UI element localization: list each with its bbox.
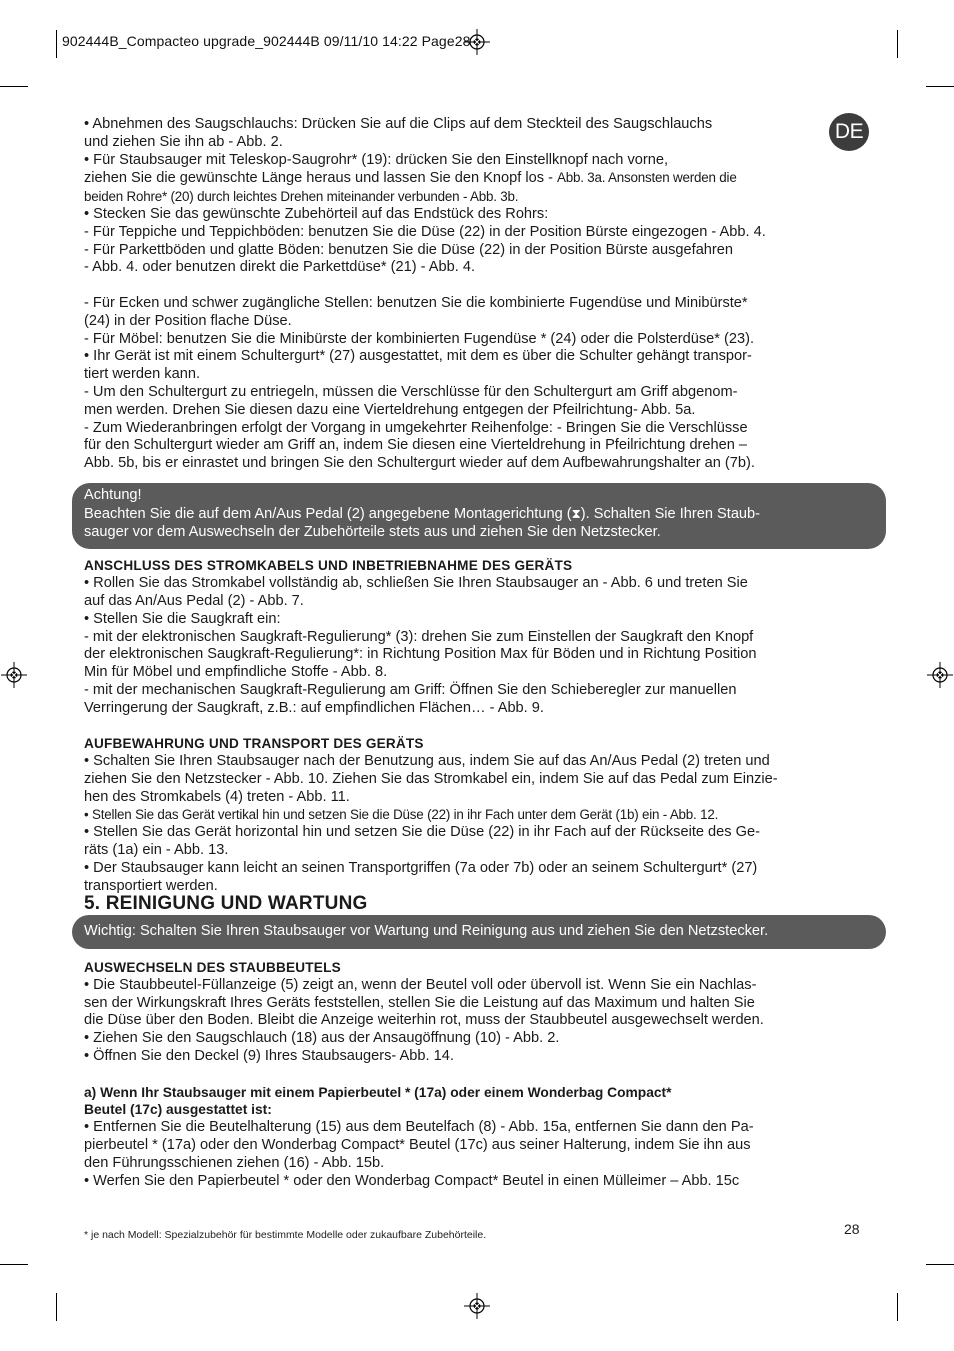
- paragraph-line: räts (1a) ein - Abb. 13.: [84, 842, 229, 859]
- paragraph-line: • Schalten Sie Ihren Staubsauger nach der Benutzung aus, indem Sie auf das An/Aus Pedal (2) treten und: [84, 753, 770, 770]
- sub-heading: Beutel (17c) ausgestattet ist:: [84, 1102, 272, 1118]
- paragraph-line: • Ihr Gerät ist mit einem Schultergurt* (27) ausgestattet, mit dem es über die Schulter gehängt transpor-: [84, 348, 752, 365]
- paragraph-line: • Öffnen Sie den Deckel (9) Ihres Staubsaugers- Abb. 14.: [84, 1048, 454, 1065]
- paragraph-line: - Für Möbel: benutzen Sie die Minibürste der kombinierten Fugendüse * (24) oder die Polsterdüse* (23).: [84, 330, 755, 347]
- page-number: 28: [844, 1221, 860, 1237]
- paragraph-line: tiert werden kann.: [84, 366, 201, 383]
- hourglass-icon: ⧗: [571, 505, 581, 521]
- text-run: Abb. 3a. Ansonsten werden die: [557, 170, 737, 186]
- paragraph-line: hen des Stromkabels (4) treten - Abb. 11.: [84, 788, 350, 805]
- paragraph-line: • Rollen Sie das Stromkabel vollständig ab, schließen Sie Ihren Staubsauger an - Abb. 6 und treten Sie: [84, 575, 748, 592]
- paragraph-line: - Abb. 4. oder benutzen direkt die Parkettdüse* (21) - Abb. 4.: [84, 259, 476, 276]
- spacer: [84, 1066, 874, 1084]
- paragraph-line: den Führungsschienen ziehen (16) - Abb. 15b.: [84, 1154, 385, 1171]
- crop-mark: [0, 1264, 28, 1265]
- paragraph-line: Verringerung der Saugkraft, z.B.: auf empfindlichen Flächen… - Abb. 9.: [84, 699, 544, 716]
- important-text: Wichtig: Schalten Sie Ihren Staubsauger vor Wartung und Reinigung aus und ziehen Sie den Netzstecker.: [84, 923, 769, 940]
- spacer: [84, 718, 874, 736]
- paragraph-line: • Stecken Sie das gewünschte Zubehörteil auf das Endstück des Rohrs:: [84, 205, 549, 222]
- crop-mark: [897, 30, 898, 58]
- paragraph-line: - Für Ecken und schwer zugängliche Stellen: benutzen Sie die kombinierte Fugendüse und Minibürste*: [84, 294, 748, 311]
- paragraph-line: • Der Staubsauger kann leicht an seinen Transportgriffen (7a oder 7b) oder an seinem Schultergurt* (27): [84, 859, 758, 876]
- caution-title: Achtung!: [84, 486, 142, 503]
- crop-mark: [56, 30, 57, 58]
- text-run: ). Schalten Sie Ihren Staub-: [580, 505, 761, 522]
- paragraph-line: • Die Staubbeutel-Füllanzeige (5) zeigt an, wenn der Beutel voll oder übervoll ist. Wenn Sie ein Nachlas-: [84, 976, 757, 993]
- spacer: [84, 277, 874, 295]
- caution-line: [84, 505, 874, 524]
- paragraph-line: - mit der mechanischen Saugkraft-Regulierung am Griff: Öffnen Sie den Schieberegler zur manuellen: [84, 681, 737, 698]
- registration-mark-icon: [1, 662, 27, 688]
- paragraph-line: • Entfernen Sie die Beutelhalterung (15) aus dem Beutelfach (8) - Abb. 15a, entfernen Sie dann den Pa-: [84, 1119, 754, 1136]
- paragraph-line: - Um den Schultergurt zu entriegeln, müssen die Verschlüsse für den Schultergurt am Griff abgenom-: [84, 383, 738, 400]
- section-heading: ANSCHLUSS DES STROMKABELS UND INBETRIEBNAHME DES GERÄTS: [84, 558, 573, 574]
- paragraph-line: die Düse über den Boden. Bleibt die Anzeige weiterhin rot, muss der Staubbeutel ausgewechselt werden.: [84, 1012, 764, 1029]
- paragraph-line: • Abnehmen des Saugschlauchs: Drücken Sie auf die Clips auf dem Steckteil des Saugschlauchs: [84, 116, 713, 132]
- paragraph-line: beiden Rohre* (20) durch leichtes Drehen miteinander verbunden - Abb. 3b.: [84, 189, 519, 205]
- paragraph-line: • Ziehen Sie den Saugschlauch (18) aus der Ansaugöffnung (10) - Abb. 2.: [84, 1030, 560, 1047]
- paragraph-line: ziehen Sie den Netzstecker - Abb. 10. Ziehen Sie das Stromkabel ein, indem Sie auf das Pedal zum Einzie-: [84, 770, 778, 787]
- paragraph-line: transportiert werden.: [84, 877, 218, 894]
- paragraph-line: der elektronischen Saugkraft-Regulierung*: in Richtung Position Max für Böden und in Richtung Position: [84, 646, 757, 663]
- crop-mark: [56, 1293, 57, 1321]
- file-header: 902444B_Compacteo upgrade_902444B 09/11/10 14:22 Page28: [62, 33, 471, 49]
- paragraph-line: für den Schultergurt wieder am Griff an, indem Sie diesen eine Vierteldrehung in Pfeilrichtung drehen –: [84, 437, 748, 454]
- paragraph-line: auf das An/Aus Pedal (2) - Abb. 7.: [84, 592, 304, 609]
- paragraph-line: • Stellen Sie das Gerät horizontal hin und setzen Sie die Düse (22) in ihr Fach auf der Rückseite des Ge-: [84, 824, 760, 841]
- crop-mark: [897, 1293, 898, 1321]
- footnote: * je nach Modell: Spezialzubehör für bestimmte Modelle oder zukaufbare Zubehörteile.: [84, 1229, 487, 1241]
- important-box: [72, 915, 886, 949]
- caution-box: [72, 483, 886, 549]
- paragraph-line: [84, 169, 874, 188]
- paragraph-line: • Stellen Sie die Saugkraft ein:: [84, 610, 281, 627]
- registration-mark-icon: [464, 29, 490, 55]
- paragraph-line: Min für Möbel und empfindliche Stoffe - Abb. 8.: [84, 664, 388, 681]
- section-heading: AUSWECHSELN DES STAUBBEUTELS: [84, 960, 341, 976]
- paragraph-line: pierbeutel * (17a) oder den Wonderbag Compact* Beutel (17c) aus seiner Halterung, indem Sie ihn aus: [84, 1137, 751, 1154]
- language-badge: DE: [829, 113, 869, 151]
- text-run: ziehen Sie die gewünschte Länge heraus und lassen Sie den Knopf los -: [84, 170, 557, 187]
- paragraph-line: - Für Parkettböden und glatte Böden: benutzen Sie die Düse (22) in der Position Bürste ausgefahren: [84, 241, 734, 258]
- section-heading: AUFBEWAHRUNG UND TRANSPORT DES GERÄTS: [84, 736, 424, 752]
- crop-mark: [926, 1264, 954, 1265]
- paragraph-line: - mit der elektronischen Saugkraft-Regulierung* (3): drehen Sie zum Einstellen der Saugkraft den Knopf: [84, 628, 754, 645]
- registration-mark-icon: [464, 1293, 490, 1319]
- crop-mark: [926, 86, 954, 87]
- crop-mark: [0, 86, 28, 87]
- page-body: [84, 116, 874, 1190]
- paragraph-line: und ziehen Sie ihn ab - Abb. 2.: [84, 133, 283, 150]
- paragraph-line: • Stellen Sie das Gerät vertikal hin und setzen Sie die Düse (22) in ihr Fach unter dem Gerät (1b) ein - Abb. 12.: [84, 807, 719, 823]
- caution-line: sauger vor dem Auswechseln der Zubehörteile stets aus und ziehen Sie den Netzstecker.: [84, 523, 661, 540]
- paragraph-line: (24) in der Position flache Düse.: [84, 312, 292, 329]
- text-run: Beachten Sie die auf dem An/Aus Pedal (2) angegebene Montagerichtung (: [84, 505, 572, 522]
- paragraph-line: sen der Wirkungskraft Ihres Geräts feststellen, stellen Sie die Leistung auf das Maximum und halten Sie: [84, 994, 755, 1011]
- registration-mark-icon: [927, 662, 953, 688]
- paragraph-line: - Für Teppiche und Teppichböden: benutzen Sie die Düse (22) in der Position Bürste eingezogen - Abb. 4.: [84, 223, 766, 240]
- paragraph-line: - Zum Wiederanbringen erfolgt der Vorgang in umgekehrter Reihenfolge: - Bringen Sie die Verschlüsse: [84, 419, 748, 436]
- paragraph-line: • Werfen Sie den Papierbeutel * oder den Wonderbag Compact* Beutel in einen Mülleimer – Abb. 15c: [84, 1172, 740, 1189]
- paragraph-line: men werden. Drehen Sie diesen dazu eine Vierteldrehung entgegen der Pfeilrichtung- Abb. 5a.: [84, 401, 696, 418]
- section-title: 5. REINIGUNG UND WARTUNG: [84, 893, 368, 915]
- paragraph-line: Abb. 5b, bis er einrastet und bringen Sie den Schultergurt wieder auf dem Aufbewahrungshalter an (7b).: [84, 455, 755, 472]
- sub-heading: a) Wenn Ihr Staubsauger mit einem Papierbeutel * (17a) oder einem Wonderbag Compact*: [84, 1084, 672, 1100]
- paragraph-line: • Für Staubsauger mit Teleskop-Saugrohr* (19): drücken Sie den Einstellknopf nach vorne,: [84, 151, 669, 168]
